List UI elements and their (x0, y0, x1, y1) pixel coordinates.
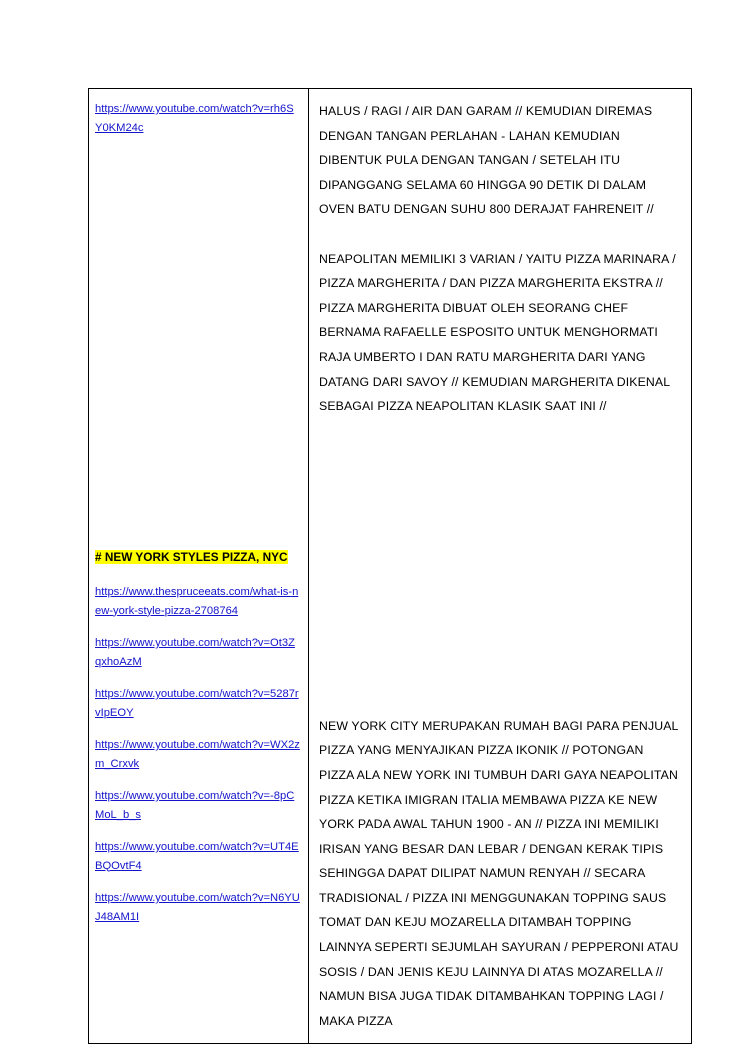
youtube-link[interactable]: https://www.youtube.com/watch?v=N6YUJ48AM1I (95, 892, 300, 923)
links-vertical-spacer (95, 150, 300, 548)
youtube-link[interactable]: https://www.youtube.com/watch?v=rh6SY0KM24c (95, 103, 294, 134)
links-cell (89, 89, 309, 1044)
link-item (95, 735, 300, 772)
youtube-link[interactable]: https://www.youtube.com/watch?v=5287rvIpEOY (95, 688, 299, 719)
youtube-link[interactable]: https://www.youtube.com/watch?v=UT4EBQOvtF4 (95, 841, 299, 872)
thespruceeats-link[interactable]: https://www.thespruceeats.com/what-is-new-york-style-pizza-2708764 (95, 586, 299, 617)
link-item (95, 633, 300, 670)
youtube-link[interactable]: https://www.youtube.com/watch?v=Ot3ZqxhoAzM (95, 637, 295, 668)
youtube-link[interactable]: https://www.youtube.com/watch?v=-8pCMoL_b_s (95, 790, 295, 821)
paragraph-dough-process: HALUS / RAGI / AIR DAN GARAM // KEMUDIAN DIREMAS DENGAN TANGAN PERLAHAN - LAHAN KEMUDIAN DIBENTUK PULA DENGAN TANGAN / SETELAH ITU DIPANGGANG SELAMA 60 HINGGA 90 DETIK DI DALAM OVEN BATU DENGAN SUHU 800 DERAJAT FAHRENEIT // (319, 104, 654, 217)
link-item (95, 684, 300, 721)
content-table (88, 88, 692, 1044)
content-cell (309, 89, 692, 1044)
section-heading-text: # NEW YORK STYLES PIZZA, NYC (95, 550, 288, 564)
article-link-item (95, 582, 300, 619)
content-vertical-spacer (319, 419, 681, 714)
youtube-link[interactable]: https://www.youtube.com/watch?v=WX2zm_Crxvk (95, 739, 300, 770)
paragraph-gap (319, 222, 681, 247)
link-item (95, 837, 300, 874)
link-group-neapolitan (95, 99, 300, 136)
paragraph-neapolitan-variants: NEAPOLITAN MEMILIKI 3 VARIAN / YAITU PIZZA MARINARA / PIZZA MARGHERITA / DAN PIZZA MARGHERITA EKSTRA // PIZZA MARGHERITA DIBUAT OLEH SEORANG CHEF BERNAMA RAFAELLE ESPOSITO UNTUK MENGHORMATI RAJA UMBERTO I DAN RATU MARGHERITA DARI YANG DATANG DARI SAVOY // KEMUDIAN MARGHERITA DIKENAL SEBAGAI PIZZA NEAPOLITAN KLASIK SAAT INI // (319, 251, 676, 414)
paragraph-new-york-style: NEW YORK CITY MERUPAKAN RUMAH BAGI PARA PENJUAL PIZZA YANG MENYAJIKAN PIZZA IKONIK // POTONGAN PIZZA ALA NEW YORK INI TUMBUH DARI GAYA NEAPOLITAN PIZZA KETIKA IMIGRAN ITALIA MEMBAWA PIZZA KE NEW YORK PADA AWAL TAHUN 1900 - AN // PIZZA INI MEMILIKI IRISAN YANG BESAR DAN LEBAR / DENGAN KERAK TIPIS SEHINGGA DAPAT DILIPAT NAMUN RENYAH // SECARA TRADISIONAL / PIZZA INI MENGGUNAKAN TOPPING SAUS TOMAT DAN KEJU MOZARELLA DITAMBAH TOPPING LAINNYA SEPERTI SEJUMLAH SAYURAN / PEPPERONI ATAU SOSIS / DAN JENIS KEJU LAINNYA DI ATAS MOZARELLA // NAMUN BISA JUGA TIDAK DITAMBAHKAN TOPPING LAGI / MAKA PIZZA (319, 718, 679, 1028)
link-item (95, 888, 300, 925)
table-row (89, 89, 692, 1044)
section-heading (95, 548, 300, 566)
link-item (95, 786, 300, 823)
